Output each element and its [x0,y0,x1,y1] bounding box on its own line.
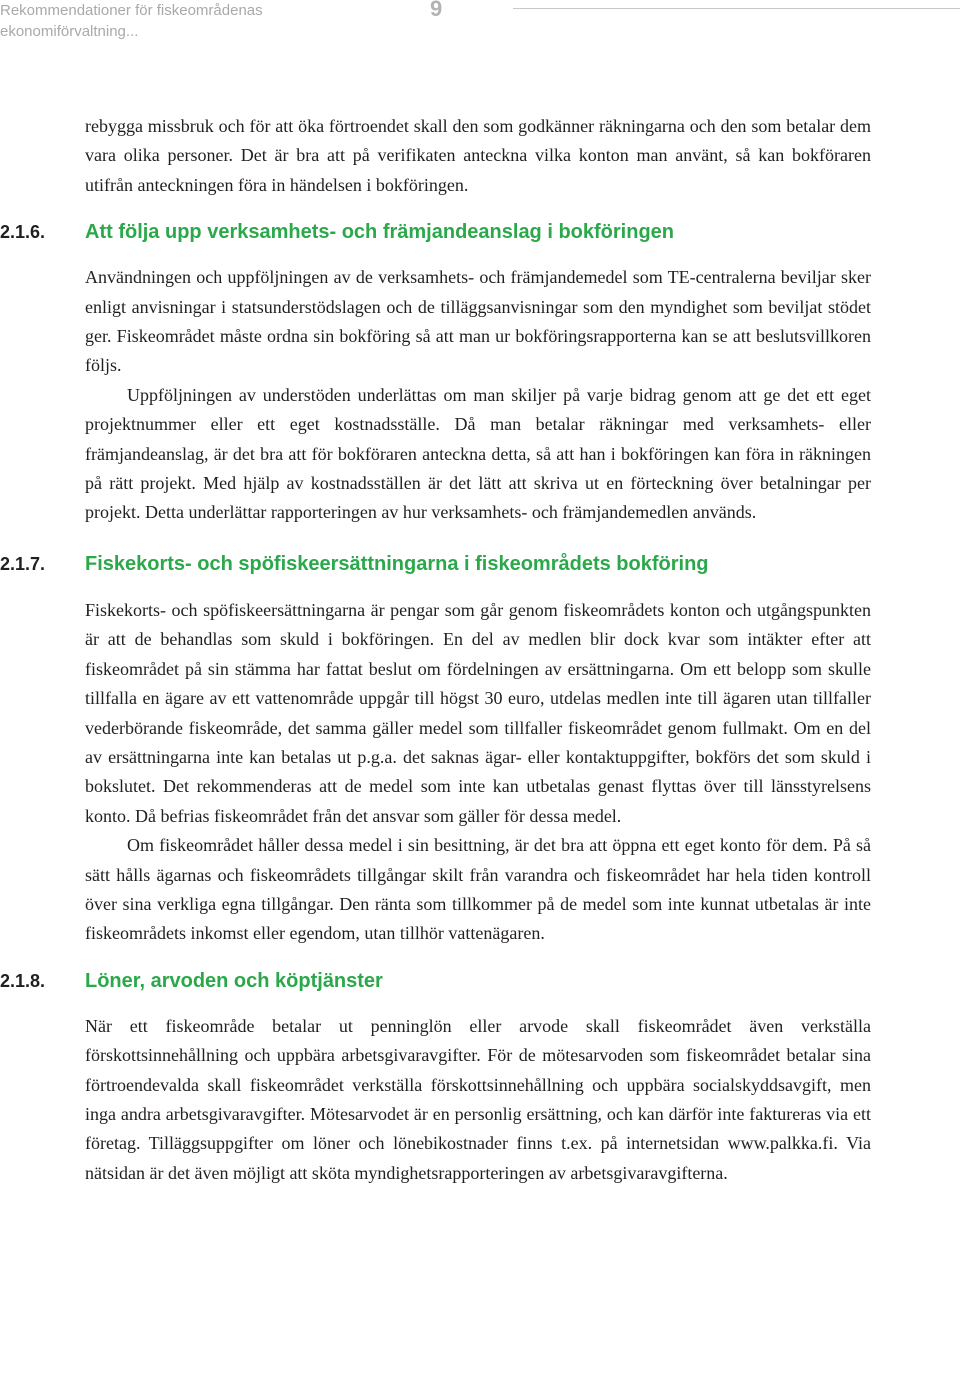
section-heading [0,968,871,994]
section-paragraph: Uppföljningen av understöden underlättas om man skiljer på varje bidrag genom att ge det ett eget projektnummer eller ett eget kostnadsställe. Då man betalar räkningar med verksamhets- eller främjandeanslag, är det bra att för bokföraren anteckna detta, så att han i bokföringen kan föra in räkningen på rätt projekt. Med hjälp av kostnadsställen är det lätt att skriva ut en förteckning över betalningar per projekt. Detta underlättar rapporteringen av hur verksamhets- och främjandemedlen används. [85,384,871,523]
running-head [0,0,263,42]
page-number: 9 [430,0,443,21]
section-number: 2.1.7. [0,553,46,574]
section-title: Fiskekorts- och spöfiskeersättningarna i fiskeområdets bokföring [85,552,709,575]
running-head-line-2: ekonomiförvaltning... [0,23,139,40]
section-2-1-6 [0,219,871,528]
section-paragraph: Om fiskeområdet håller dessa medel i sin besittning, är det bra att öppna ett eget konto för dem. På så sätt hålls ägarnas och fiskeområdets tillgångar skilt från varandra och fiskeområdet har hela tiden kontroll över sina verkliga egna tillgångar. Den ränta som tillkommer på de medel som inte kunnat utbetalas är inte fiskeområdets inkomst eller egendom, utan tillhör vattenägaren. [85,835,871,944]
section-2-1-8 [0,968,871,1188]
intro-paragraph: rebygga missbruk och för att öka förtroendet skall den som godkänner räkningarna och den som betalar dem vara olika personer. Det är bra att på verifikaten anteckna vilka konton man använt, så kan bokföraren utifrån anteckningen föra in händelsen i bokföringen. [85,116,871,195]
section-paragraph: Fiskekorts- och spöfiskeersättningarna är pengar som går genom fiskeområdets konton och utgångspunkten är att de behandlas som skuld i bokföringen. En del av medlen blir dock kvar som intäkter efter att fiskeområdet på sin stämma har fattat beslut om fördelningen av ersättningarna. Om ett belopp som skulle tillfalla en ägare av ett vattenområde uppgår till högst 30 euro, utdelas medlen inte till ägaren utan tillfaller vederbörande fiskeområde, det samma gäller medel som tillfaller fiskeområdet genom fullmakt. Om en del av ersättningarna inte kan betalas ut p.g.a. det saknas ägar- eller kontaktuppgifter, bokförs det som skuld i bokslutet. Det rekommenderas att de medel som inte kan utbetalas genast flyttas över till länsstyrelsens konto. Då befrias fiskeområdet från det ansvar som gäller för dessa medel. [85,599,871,826]
running-head-line-1: Rekommendationer för fiskeområdenas [0,2,263,19]
section-title: Löner, arvoden och köptjänster [85,969,383,992]
section-heading [0,551,871,577]
section-title: Att följa upp verksamhets- och främjandeanslag i bokföringen [85,221,674,244]
section-paragraph: Användningen och uppföljningen av de verksamhets- och främjandemedel som TE-centralerna beviljar sker enligt anvisningar i statsunderstödslagen och de tilläggsanvisningar som den myndighet som beviljat stödet ger. Fiskeområdet måste ordna sin bokföring så att man ur bokföringsrapporterna kan se att beslutsvillkoren följs. [85,267,871,376]
section-2-1-7 [0,551,871,949]
section-number: 2.1.8. [0,970,46,991]
section-heading [0,219,871,245]
page-body [0,112,871,1188]
header-rule [513,8,960,9]
section-number: 2.1.6. [0,222,46,243]
section-paragraph: När ett fiskeområde betalar ut penninglön eller arvode skall fiskeområdet även verkställa förskottsinnehållning och uppbära arbetsgivaravgifter. För de mötesarvoden som fiskeområdet betalar sina förtroendevalda skall fiskeområdet verkställa förskottsinnehållning och uppbära socialskyddsavgift, men inga andra arbetsgivaravgifter. Mötesarvodet är en personlig ersättning, och kan därför inte faktureras via ett företag. Tilläggsuppgifter om löner och lönebikostnader finns t.ex. på internetsidan www.palkka.fi. Via nätsidan är det även möjligt att sköta myndighetsrapporteringen av arbetsgivaravgifterna. [85,1015,871,1183]
